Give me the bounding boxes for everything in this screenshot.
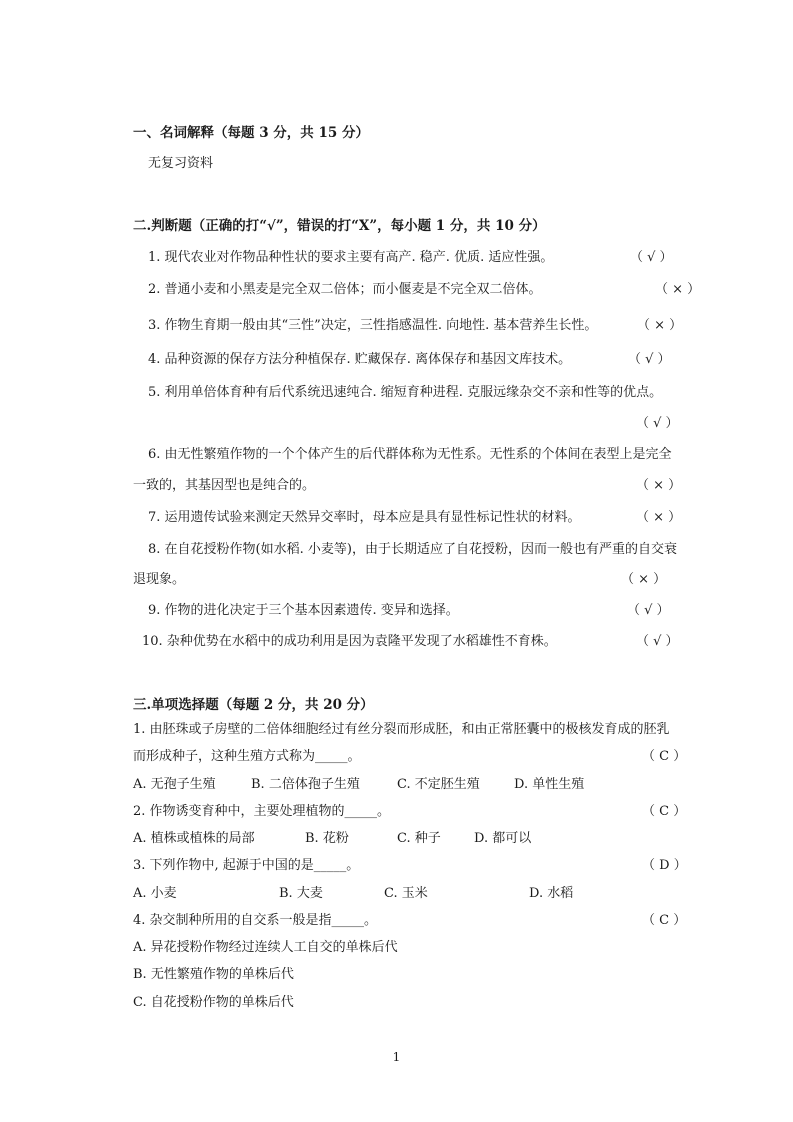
judge-a7: （ × ） xyxy=(636,510,682,525)
judge-q8-line2: 退现象。 xyxy=(133,572,186,587)
choice-a3: （ D ） xyxy=(642,858,687,873)
section-3-title: 三.单项选择题（每题 2 分，共 20 分） xyxy=(133,697,374,713)
choice-q3-option-a: A. 小麦 xyxy=(133,886,177,901)
section-2-title: 二.判断题（正确的打“√”，错误的打“X”，每小题 1 分，共 10 分） xyxy=(133,218,546,234)
choice-q1-option-c: C. 不定胚生殖 xyxy=(397,777,480,792)
choice-q2-option-a: A. 植株或植株的局部 xyxy=(133,831,255,846)
choice-q1-option-d: D. 单性生殖 xyxy=(514,777,585,792)
judge-a10: （ √ ） xyxy=(636,634,679,649)
judge-a9: （ √ ） xyxy=(627,603,670,618)
judge-q1: 1. 现代农业对作物品种性状的要求主要有高产. 稳产. 优质. 适应性强。 xyxy=(148,250,554,265)
choice-q1-line1: 1. 由胚珠或子房壁的二倍体细胞经过有丝分裂而形成胚，和由正常胚囊中的极核发育成的胚乳 xyxy=(133,722,670,737)
section-1-note: 无复习资料 xyxy=(148,156,214,171)
choice-q4-option-b: B. 无性繁殖作物的单株后代 xyxy=(133,967,294,982)
judge-q8-line1: 8. 在自花授粉作物(如水稻. 小麦等)，由于长期适应了自花授粉，因而一般也有严重的自交衰 xyxy=(148,542,677,557)
judge-q9: 9. 作物的进化决定于三个基本因素遗传. 变异和选择。 xyxy=(148,603,459,618)
judge-q2: 2. 普通小麦和小黑麦是完全双二倍体；而小偃麦是不完全双二倍体。 xyxy=(148,282,542,297)
choice-q1-line2: 而形成种子，这种生殖方式称为_____。 xyxy=(133,749,361,764)
choice-q2-option-d: D. 都可以 xyxy=(474,831,532,846)
judge-a4: （ √ ） xyxy=(628,352,671,367)
judge-q4: 4. 品种资源的保存方法分种植保存. 贮藏保存. 离体保存和基因文库技术。 xyxy=(148,352,572,367)
choice-q3: 3. 下列作物中, 起源于中国的是_____。 xyxy=(133,858,360,873)
choice-q4-option-c: C. 自花授粉作物的单株后代 xyxy=(133,995,294,1010)
judge-q7: 7. 运用遗传试验来测定天然异交率时，母本应是具有显性标记性状的材料。 xyxy=(148,510,581,525)
judge-a2: （ × ） xyxy=(655,282,701,297)
judge-q10: 10. 杂种优势在水稻中的成功利用是因为袁隆平发现了水稻雄性不育株。 xyxy=(142,634,557,649)
judge-a5: （ √ ） xyxy=(636,416,679,431)
judge-a6: （ × ） xyxy=(636,478,682,493)
judge-a3: （ × ） xyxy=(637,318,683,333)
page-number: 1 xyxy=(392,1050,401,1064)
choice-a4: （ C ） xyxy=(642,913,687,928)
choice-q4-option-a: A. 异花授粉作物经过连续人工自交的单株后代 xyxy=(133,940,398,955)
choice-q1-option-a: A. 无孢子生殖 xyxy=(133,777,216,792)
choice-q4: 4. 杂交制种所用的自交系一般是指_____。 xyxy=(133,913,378,928)
judge-a8: （ × ） xyxy=(621,572,667,587)
choice-q2-option-b: B. 花粉 xyxy=(305,831,349,846)
judge-q5: 5. 利用单倍体育种有后代系统迅速纯合. 缩短育种进程. 克服远缘杂交不亲和性等的优点。 xyxy=(148,385,663,400)
judge-q6-line2: 一致的，其基因型也是纯合的。 xyxy=(133,478,316,493)
choice-a1: （ C ） xyxy=(642,749,687,764)
choice-q3-option-b: B. 大麦 xyxy=(279,886,323,901)
choice-q2-option-c: C. 种子 xyxy=(397,831,441,846)
judge-a1: （ √ ） xyxy=(630,250,673,265)
choice-q2: 2. 作物诱变育种中，主要处理植物的_____。 xyxy=(133,804,391,819)
judge-q3: 3. 作物生育期一般由其“三性”决定，三性指感温性. 向地性. 基本营养生长性。 xyxy=(148,318,598,333)
choice-q3-option-c: C. 玉米 xyxy=(384,886,428,901)
choice-q1-option-b: B. 二倍体孢子生殖 xyxy=(251,777,360,792)
section-1-title: 一、名词解释（每题 3 分，共 15 分） xyxy=(133,125,369,141)
choice-a2: （ C ） xyxy=(642,804,687,819)
judge-q6-line1: 6. 由无性繁殖作物的一个个体产生的后代群体称为无性系。无性系的个体间在表型上是完全 xyxy=(148,447,672,462)
choice-q3-option-d: D. 水稻 xyxy=(529,886,574,901)
